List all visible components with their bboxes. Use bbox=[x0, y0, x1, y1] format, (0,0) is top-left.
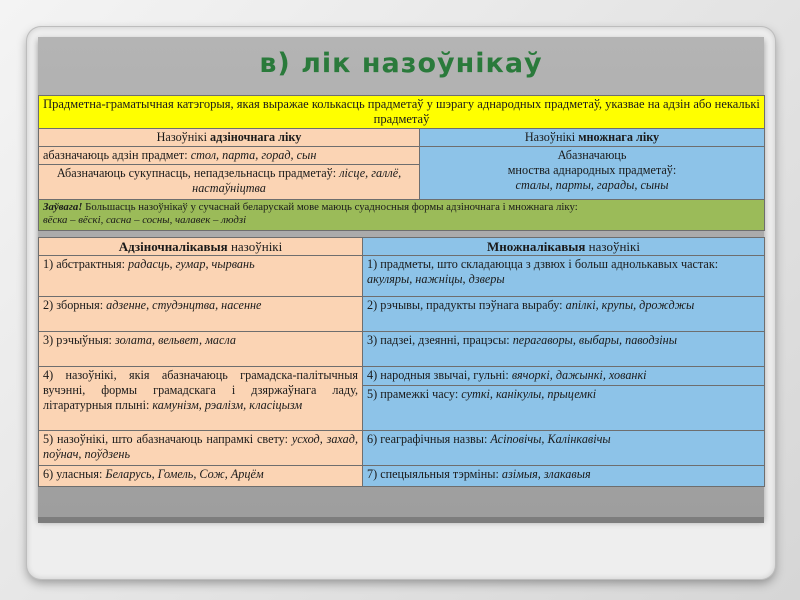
plural-type-2 bbox=[363, 297, 765, 332]
plural-types-header bbox=[363, 238, 765, 256]
singular-types-header-bold: Адзіночналікавыя bbox=[118, 239, 228, 254]
plural-type-3-text: 3) падзеі, дзеянні, працэсы: bbox=[367, 333, 513, 347]
singular-type-4-text: 4) назоўнікі, якія абазначаюць грамадска-палітычныя вучэнні, формы грамадскага і дзяржаўнага ладу, літаратурныя плыні: bbox=[43, 368, 358, 412]
singular-type-2-examples: адзенне, студэнцтва, насенне bbox=[106, 298, 262, 312]
plural-header-bold: множнага ліку bbox=[578, 130, 660, 144]
singular-type-3 bbox=[39, 332, 363, 367]
singular-meaning-1-text: абазначаюць адзін прадмет: bbox=[43, 148, 191, 162]
plural-meaning-line1: Абазначаюць bbox=[557, 148, 627, 162]
singular-type-5 bbox=[39, 431, 363, 466]
singular-type-4-examples: камунізм, рэалізм, класіцызм bbox=[152, 398, 303, 412]
singular-meaning-1 bbox=[39, 147, 420, 165]
singular-type-1 bbox=[39, 256, 363, 297]
plural-type-1 bbox=[363, 256, 765, 297]
plural-types-header-bold: Множналікавыя bbox=[487, 239, 586, 254]
singular-header-bold: адзіночнага ліку bbox=[210, 130, 302, 144]
definition-cell: Прадметна-граматычная катэгорыя, якая выражае колькасць прадметаў у шэрагу аднародных прадметаў, указвае на адзін або некалькі прадметаў bbox=[39, 96, 765, 129]
note-text: Большасць назоўнікаў у сучаснай беларускай мове маюць суадносныя формы адзіночнага і множнага ліку: bbox=[82, 201, 578, 213]
plural-type-7-examples: азімыя, злакавыя bbox=[501, 467, 591, 481]
singular-meaning-2-text: Абазначаюць сукупнасць, непадзельнасць прадметаў: bbox=[56, 166, 340, 180]
note-cell bbox=[39, 200, 765, 231]
plural-type-5-text: 5) прамежкі часу: bbox=[367, 387, 462, 401]
singular-type-6-text: 6) уласныя: bbox=[43, 467, 106, 481]
plural-meaning-line2: мноства аднародных прадметаў: bbox=[507, 163, 677, 177]
plural-type-1-text: 1) прадметы, што складаюцца з дзвюх і больш аднолькавых частак: bbox=[367, 257, 719, 271]
singular-type-1-examples: радасць, гумар, чырвань bbox=[128, 257, 255, 271]
singular-header-prefix: Назоўнікі bbox=[156, 130, 211, 144]
plural-type-6-text: 6) геаграфічныя назвы: bbox=[367, 432, 491, 446]
note-examples: вёска – вёскі, сасна – сосны, чалавек – людзі bbox=[43, 214, 247, 226]
plural-meaning-examples: сталы, парты, гарады, сыны bbox=[515, 178, 669, 192]
singular-type-6-examples: Беларусь, Гомель, Сож, Арцём bbox=[105, 467, 264, 481]
singular-type-2-text: 2) зборныя: bbox=[43, 298, 107, 312]
singular-types-header-suffix: назоўнікі bbox=[227, 239, 283, 254]
plural-type-2-text: 2) рэчывы, прадукты пэўнага вырабу: bbox=[367, 298, 566, 312]
types-table bbox=[38, 237, 765, 487]
note-label: Заўвага! bbox=[43, 201, 83, 213]
plural-type-4-text: 4) народныя звычаі, гульні: bbox=[367, 368, 512, 382]
singular-type-4 bbox=[39, 367, 363, 431]
plural-type-4-examples: вячоркі, дажынкі, хованкі bbox=[511, 368, 647, 382]
top-table bbox=[38, 95, 765, 231]
plural-type-3 bbox=[363, 332, 765, 367]
singular-type-1-text: 1) абстрактныя: bbox=[43, 257, 129, 271]
plural-type-7 bbox=[363, 466, 765, 487]
singular-type-3-text: 3) рэчыўныя: bbox=[43, 333, 115, 347]
slide-bottom-strip bbox=[38, 517, 764, 523]
plural-meaning bbox=[420, 147, 765, 200]
singular-type-5-text: 5) назоўнікі, што абазначаюць напрамкі свету: bbox=[43, 432, 292, 446]
plural-type-6-examples: Асіповічы, Калінкавічы bbox=[490, 432, 611, 446]
singular-type-6 bbox=[39, 466, 363, 487]
plural-type-6 bbox=[363, 431, 765, 466]
plural-type-7-text: 7) спецыяльныя тэрміны: bbox=[367, 467, 502, 481]
plural-type-4 bbox=[363, 367, 765, 386]
singular-meaning-2 bbox=[39, 165, 420, 200]
singular-header bbox=[39, 129, 420, 147]
slide-title: в) лік назоўнікаў bbox=[259, 48, 543, 79]
singular-meaning-2-examples: лісце, галлё, настаўніцтва bbox=[192, 166, 402, 195]
singular-type-2 bbox=[39, 297, 363, 332]
plural-type-3-examples: перагаворы, выбары, паводзіны bbox=[512, 333, 677, 347]
plural-type-5-examples: суткі, канікулы, прыцемкі bbox=[461, 387, 597, 401]
plural-header bbox=[420, 129, 765, 147]
plural-types-header-suffix: назоўнікі bbox=[585, 239, 640, 254]
plural-type-2-examples: апілкі, крупы, дрожджы bbox=[565, 298, 695, 312]
singular-type-5-examples: усход, захад, поўнач, поўдзень bbox=[43, 432, 358, 461]
plural-type-5 bbox=[363, 386, 765, 431]
singular-meaning-1-examples: стол, парта, горад, сын bbox=[190, 148, 317, 162]
singular-type-3-examples: золата, вельвет, масла bbox=[115, 333, 236, 347]
plural-type-1-examples: акуляры, нажніцы, дзверы bbox=[367, 272, 505, 286]
singular-types-header bbox=[39, 238, 363, 256]
plural-header-prefix: Назоўнікі bbox=[524, 130, 579, 144]
